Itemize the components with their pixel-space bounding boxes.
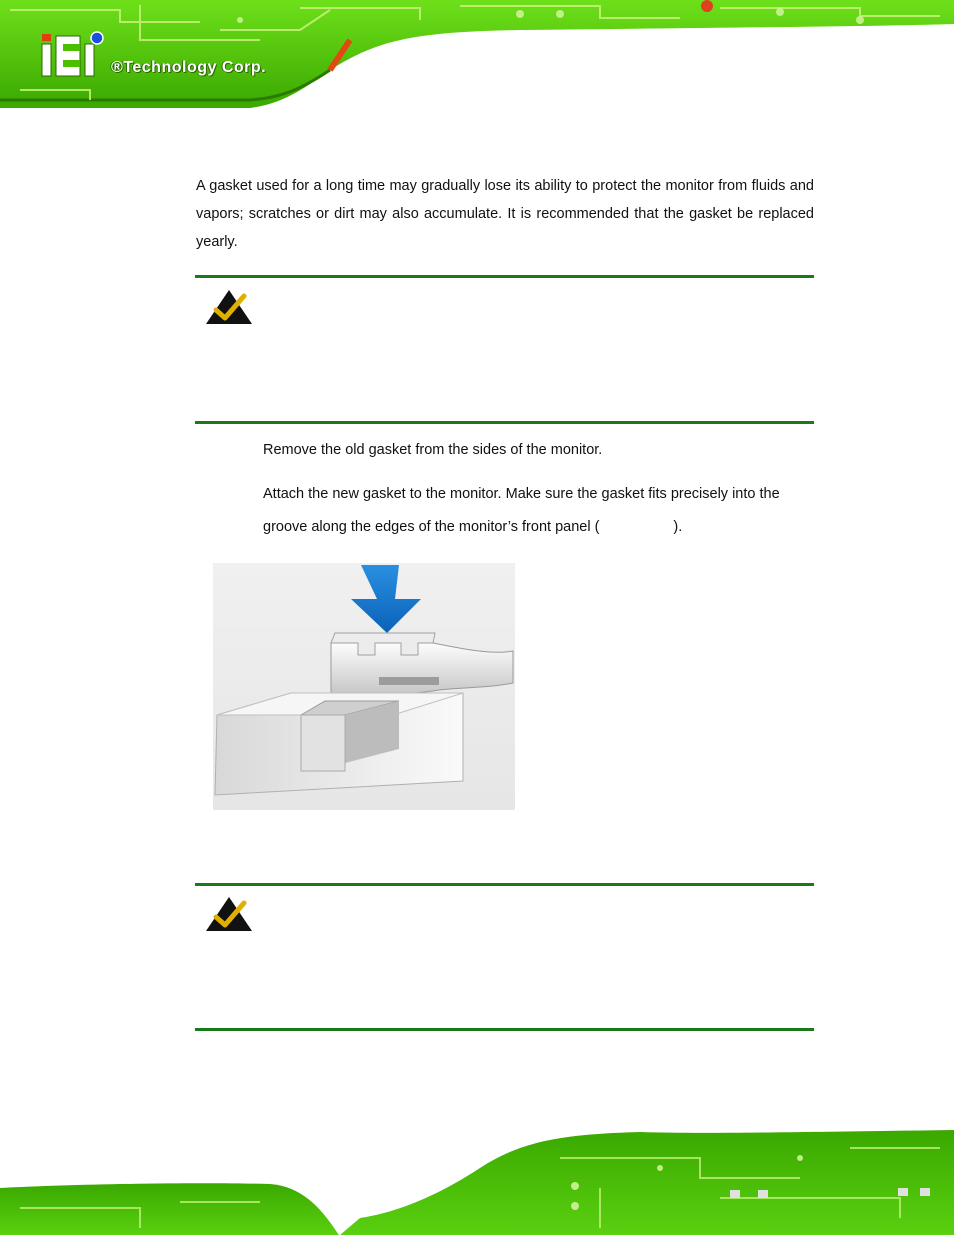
- gasket-installation-figure: [213, 563, 515, 810]
- step-2-text: Attach the new gasket to the monitor. Make sure the gasket fits precisely into the groove along the edges of the monitor’s front panel (: [263, 486, 780, 535]
- step-2: [263, 478, 815, 544]
- page-header: [0, 0, 954, 112]
- brand-name: ®Technology Corp.: [111, 59, 267, 76]
- iei-logo: [40, 30, 110, 80]
- note-check-icon: [204, 895, 254, 933]
- page-footer: [0, 1128, 954, 1235]
- step-2-text-end: ).: [673, 519, 683, 535]
- pcb-header-graphic: [0, 0, 954, 112]
- note-check-icon: [204, 288, 254, 326]
- note-bottom-rule: [195, 421, 814, 424]
- note-top-rule: [195, 275, 814, 278]
- pcb-footer-graphic: [0, 1128, 954, 1235]
- intro-paragraph: A gasket used for a long time may gradually lose its ability to protect the monitor from fluids and vapors; scratches or dirt may also accumulate. It is recommended that the gasket be replaced yearly.: [196, 178, 814, 250]
- step-1: Remove the old gasket from the sides of the monitor.: [263, 442, 603, 458]
- note-top-rule: [195, 883, 814, 886]
- note-bottom-rule: [195, 1028, 814, 1031]
